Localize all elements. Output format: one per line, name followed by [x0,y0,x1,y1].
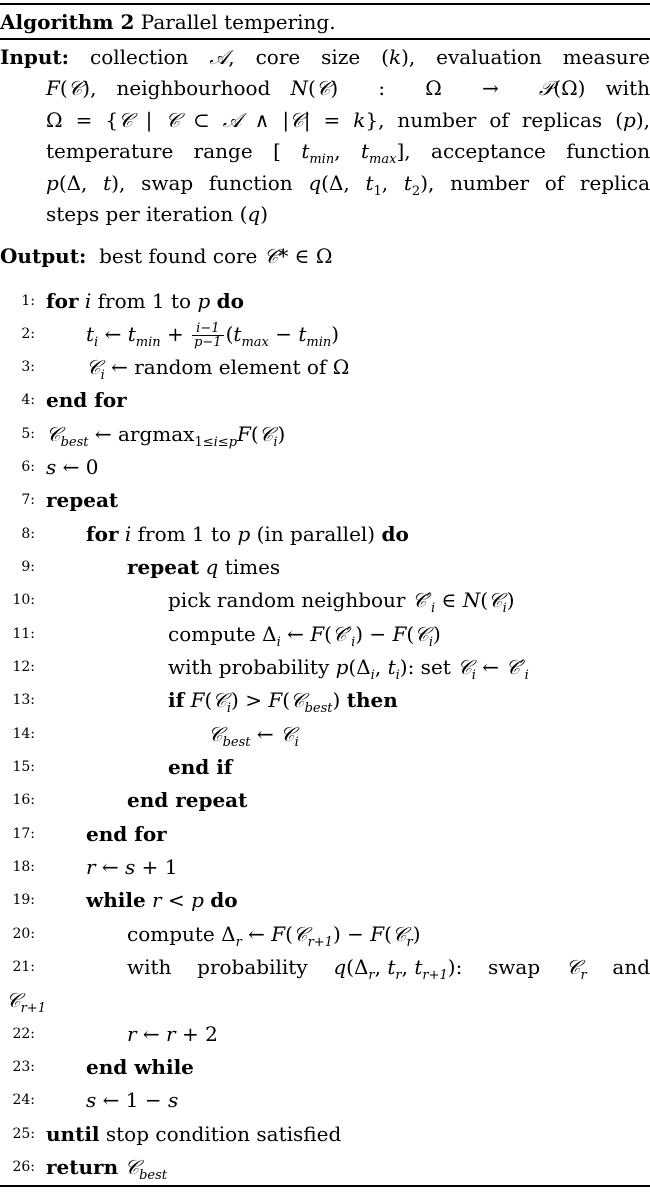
step-line: 18: r ← s + 1 [12,855,178,879]
algorithm-caption: Parallel tempering. [140,10,336,34]
top-rule [0,3,650,5]
step-line: 15: end if [12,755,233,779]
step-line: 6: s ← 0 [21,455,99,479]
step-line: 1: for i from 1 to p do [21,289,244,313]
step-line: 12: with probability $p(\Delta_i$, $t_i$): set 𝒞$_i$ ← $𝒞'_i$ [12,655,529,683]
input-line-5: p(Δ, t), swap function q(Δ, $t_1$, $t_2$), number of replica [46,170,650,199]
step-line: 7: repeat [21,488,119,512]
step-line: 10: pick random neighbour $𝒞'_i$ ∈ N(𝒞$_i$) [12,588,515,616]
step-line: 17: end for [12,822,167,846]
step-line: 20: compute $\Delta_r$ ← F(𝒞$_{r+1}$) − F(𝒞$_r$) [12,922,421,950]
output-line: Output: best found core 𝒞* ∈ Ω [0,244,333,268]
input-line-3: Ω = {𝒞 | 𝒞 ⊂ 𝒜 ∧ |𝒞| = k}, number of replicas (p), [46,107,650,132]
algorithm-label: Algorithm 2 [0,10,135,34]
step-line: 26: return 𝒞$_{best}$ [12,1155,167,1183]
step-line-wrap: 𝒞$_{r+1}$ [6,988,46,1016]
step-line: 3: 𝒞$_i$ ← random element of Ω [21,355,350,383]
step-line: 5: 𝒞$_{best}$ ← argmax$_{1\le i\le p}$F(𝒞$_i$) [21,422,286,450]
input-line-2: F(𝒞), neighbourhood N(𝒞) : Ω → 𝒫(Ω) with [46,76,650,101]
step-line: 25: until stop condition satisfied [12,1122,342,1146]
step-line: 4: end for [21,388,127,412]
step-line: 9: repeat q times [21,555,281,579]
step-line: 19: while r < p do [12,888,238,912]
step-line: 8: for i from 1 to p (in parallel) do [21,522,409,546]
input-block [0,42,650,230]
step-line: 14: 𝒞$_{best}$ ← 𝒞$_i$ [12,722,299,750]
input-line-4: temperature range [ $t_{min}$, $t_{max}$], acceptance function [46,139,650,168]
input-line-6: steps per iteration (q) [46,202,269,227]
title-rule [0,38,650,40]
output-block [0,241,650,272]
step-line: 2: $t_i$ ← $t_{min}$ + $\frac{i-1}{p-1}$ $(t_{max} - t_{min})$ [21,321,340,350]
step-line: 21: with probability $q(\Delta_r$, $t_r$, $t_{r+1}$): swap 𝒞$_r$ and [12,955,650,983]
step-line: 16: end repeat [12,788,248,812]
step-line: 22: r ← r + 2 [12,1022,218,1046]
bottom-rule [0,1185,650,1187]
input-line-1: Input: collection 𝒜, core size (k), evaluation measure [0,45,650,69]
step-line: 24: s ← 1 − s [12,1088,179,1112]
step-line: 11: compute $\Delta_i$ ← $F(𝒞'_i)$ − F(𝒞$_i$) [12,622,441,650]
step-line: 13: if F(𝒞$_i$) > F(𝒞$_{best}$) then [12,688,398,716]
step-line: 23: end while [12,1055,194,1079]
algorithm-title [0,6,336,38]
